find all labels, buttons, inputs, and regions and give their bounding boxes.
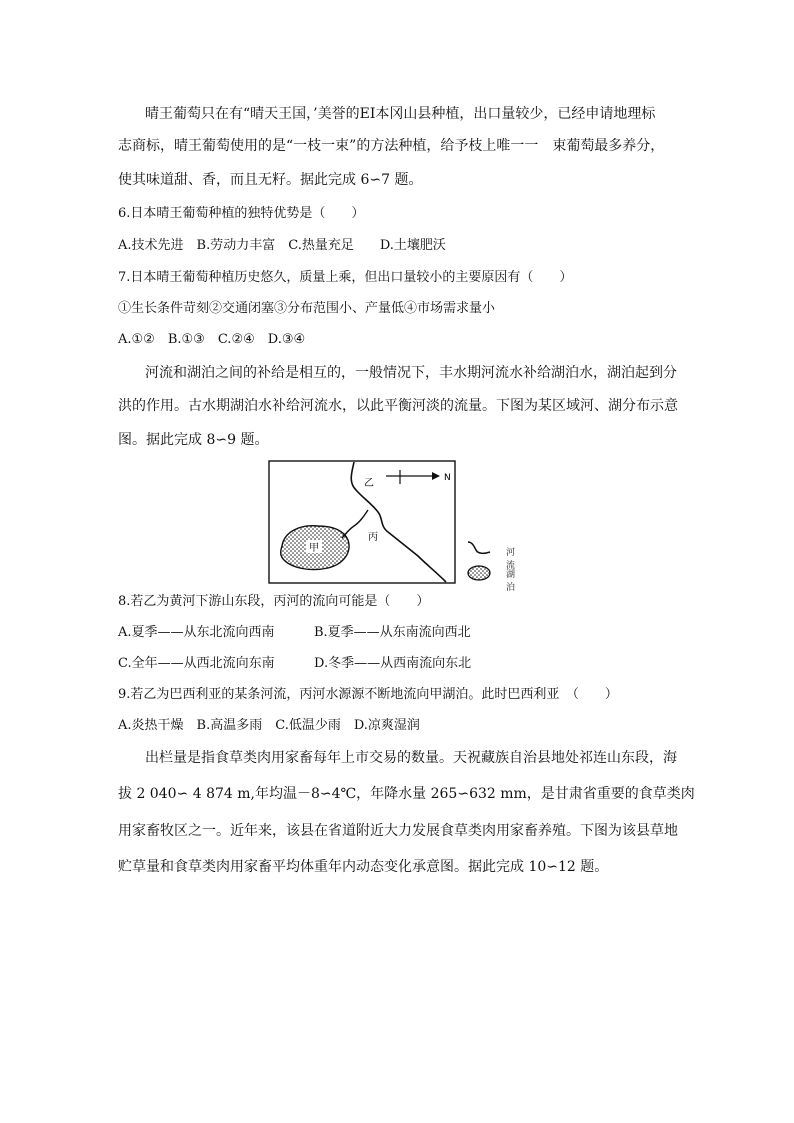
label-bing: 丙: [368, 532, 378, 543]
q9-stem: 9.若乙为巴西利亚的某条河流，丙河水源源不断地流向甲湖泊。此时巴西利亚 （ ）: [118, 687, 618, 702]
q8-option-c: C.全年——从西北流向东南: [118, 656, 275, 671]
q7-items: ①生长条件苛刻②交通闭塞③分布范围小、产量低④市场需求量小: [118, 301, 496, 316]
passage3-line4: 贮草量和食草类肉用家畜平均体重年内动态变化承意图。据此完成 10∽12 题。: [118, 859, 609, 875]
q9-options: A.炎热干燥 B.高温多雨 C.低温少雨 D.凉爽湿润: [118, 718, 420, 733]
q7-options: A.①② B.①③ C.②④ D.③④: [118, 332, 306, 347]
passage2-line3: 图。据此完成 8∽9 题。: [118, 432, 269, 448]
passage3-line1: 出栏量是指食草类肉用家畜每年上市交易的数量。天祝藏族自治县地处祁连山东段，海: [145, 750, 677, 766]
passage1-line1: 晴王葡萄只在有“晴天王国，’美誉的EI本冈山县种植，出口量较少，已经申请地理标: [145, 106, 656, 122]
passage1-line2: 志商标，晴王葡萄使用的是“一枝一束”的方法种植，给予枝上唯一一 束葡萄最多养分，: [118, 138, 665, 154]
q8-option-b: B.夏季——从东南流向西北: [314, 625, 471, 640]
passage3-line3: 用家畜牧区之一。近年来，该县在省道附近大力发展食草类肉用家畜养殖。下图为该县草地: [118, 823, 678, 839]
passage1-line3: 使其味道甜、香，而且无籽。据此完成 6∽7 题。: [118, 172, 423, 188]
river-legend-icon: [468, 542, 490, 553]
passage2-line1: 河流和湖泊之间的补给是相互的，一般情况下，丰水期河流水补给湖泊水，湖泊起到分: [145, 365, 677, 381]
q8-option-a: A.夏季——从东北流向西南: [118, 625, 275, 640]
north-label: N: [444, 473, 451, 483]
q8-stem: 8.若乙为黄河下游山东段，丙河的流向可能是（ ）: [118, 594, 430, 609]
label-jia: 甲: [309, 543, 319, 554]
river-lake-map: [268, 460, 456, 584]
q7-stem: 7.日本晴王葡萄种植历史悠久，质量上乘，但出口量较小的主要原因有（ ）: [118, 270, 573, 285]
q6-options: A.技术先进 B.劳动力丰富 C.热量充足 D.土壤肥沃: [118, 238, 446, 253]
legend-lake-label: 湖泊: [506, 570, 516, 593]
legend-river-label: 河流: [506, 548, 516, 571]
q8-option-d: D.冬季——从西南流向东北: [314, 656, 472, 671]
passage2-line2: 洪的作用。古水期湖泊水补给河流水，以此平衡河淡的流量。下图为某区域河、湖分布示意: [118, 398, 678, 414]
passage3-line2: 拔 2 040∽ 4 874 m,年均温－8∽4℃，年降水量 265∽632 mm，是甘肃省重要的食草类肉: [118, 786, 695, 802]
lake-legend-icon: [468, 566, 490, 580]
q6-stem: 6.日本晴王葡萄种植的独特优势是（ ）: [118, 206, 365, 221]
label-yi: 乙: [364, 478, 374, 489]
